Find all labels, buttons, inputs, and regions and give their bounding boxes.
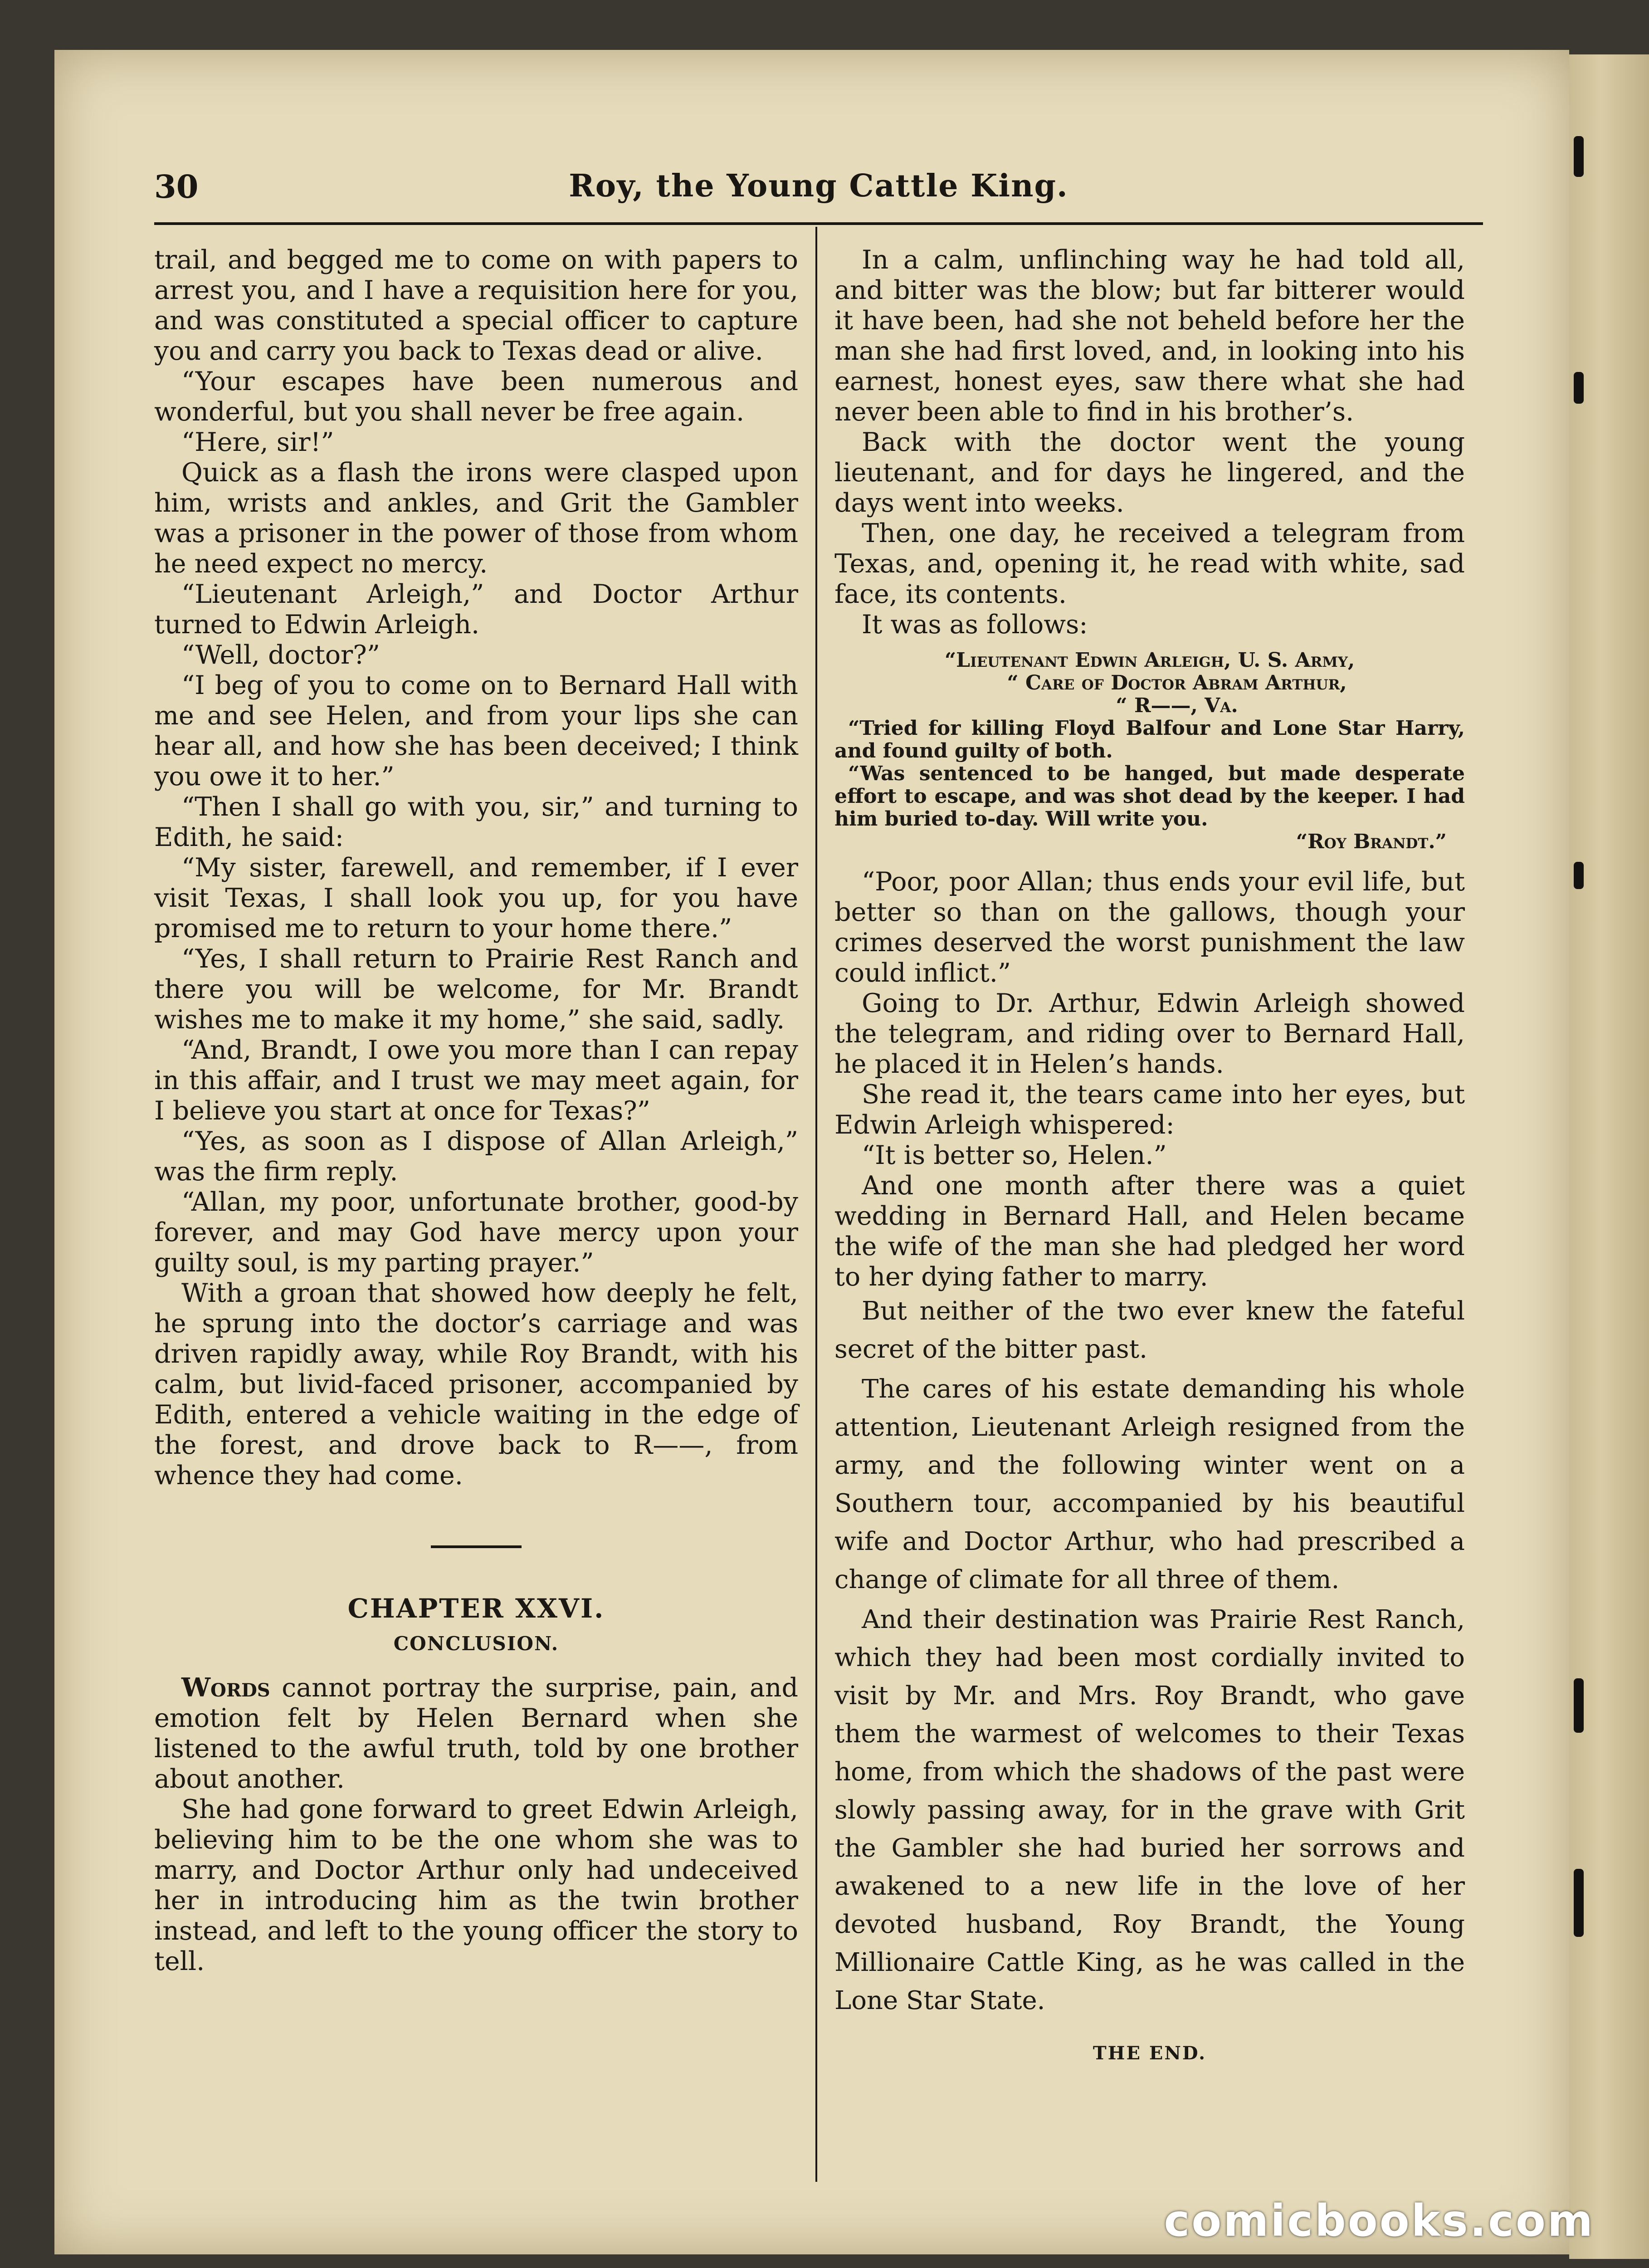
paragraph: Going to Dr. Arthur, Edwin Arleigh showed the telegram, and riding over to Bernard Hall, he placed it in Helen’s hands.	[834, 988, 1465, 1079]
telegram-signature: “Roy Brandt.”	[1296, 830, 1447, 853]
paragraph: Back with the doctor went the young lieutenant, and for days he lingered, and the days went into weeks.	[834, 427, 1465, 518]
telegram-location: “ R——, Va.	[1116, 694, 1238, 717]
paragraph: “It is better so, Helen.”	[862, 1140, 1167, 1170]
binding-mark	[1574, 1678, 1584, 1733]
telegram	[834, 649, 1465, 853]
telegram-care-of: “ Care of Doctor Abram Arthur,	[1007, 671, 1347, 694]
paragraph: trail, and begged me to come on with papers to arrest you, and I have a requisition here for you, and was constituted a special officer to capture you and carry you back to Texas dead or alive.	[154, 245, 798, 366]
paragraph: With a groan that showed how deeply he felt, he sprung into the doctor’s carriage and was driven rapidly away, while Roy Brandt, with his calm, but livid-faced prisoner, accompanied by Edith, entered a vehicle waiting in the edge of the forest, and drove back to R——, from whence they had come.	[154, 1278, 798, 1491]
paragraph: “Your escapes have been numerous and wonderful, but you shall never be free again.	[154, 367, 798, 427]
paragraph-text: cannot portray the surprise, pain, and emotion felt by Helen Bernard when she listened to the awful truth, told by one brother about another.	[154, 1673, 799, 1794]
right-column	[834, 245, 1465, 2068]
paragraph: Quick as a flash the irons were clasped upon him, wrists and ankles, and Grit the Gambler was a prisoner in the power of those from whom he need expect no mercy.	[154, 458, 798, 579]
chapter-first-word: Words	[181, 1672, 270, 1703]
paragraph: Then, one day, he received a telegram from Texas, and, opening it, he read with white, sad face, its contents.	[834, 518, 1465, 609]
paragraph: “Then I shall go with you, sir,” and turning to Edith, he said:	[154, 792, 798, 852]
header-rule	[154, 222, 1483, 225]
telegram-line: “Was sentenced to be hanged, but made desperate effort to escape, and was shot dead by the keeper. I had him buried to-day. Will write you.	[834, 762, 1465, 831]
binding-mark	[1574, 136, 1584, 177]
watermark: comicbooks.com	[1164, 2195, 1595, 2246]
running-title: Roy, the Young Cattle King.	[569, 168, 1068, 204]
telegram-addressee: “Lieutenant Edwin Arleigh, U. S. Army,	[944, 649, 1355, 672]
page-number: 30	[154, 168, 199, 205]
paragraph: “Lieutenant Arleigh,” and Doctor Arthur turned to Edwin Arleigh.	[154, 579, 798, 640]
binding-mark	[1574, 862, 1584, 889]
left-column	[154, 245, 798, 1977]
the-end: THE END.	[1093, 2043, 1207, 2064]
chapter-heading: CHAPTER XXVI.	[347, 1593, 605, 1624]
paragraph: She had gone forward to greet Edwin Arleigh, believing him to be the one whom she was to marry, and Doctor Arthur only had undeceived her in introducing him as the twin brother instead, and left to the young officer the story to tell.	[154, 1794, 798, 1976]
binding-mark	[1574, 1869, 1584, 1937]
paragraph: “Allan, my poor, unfortunate brother, good-by forever, and may God have mercy upon your guilty soul, is my parting prayer.”	[154, 1187, 798, 1278]
paragraph: In a calm, unflinching way he had told all, and bitter was the blow; but far bitterer would it have been, had she not beheld before her the man she had first loved, and, in looking into his earnest, honest eyes, saw there what she had never been able to find in his brother’s.	[834, 245, 1465, 427]
paragraph: It was as follows:	[862, 610, 1088, 640]
paragraph: She read it, the tears came into her eyes, but Edwin Arleigh whispered:	[834, 1080, 1465, 1140]
paragraph: “Poor, poor Allan; thus ends your evil life, but better so than on the gallows, though your crimes deserved the worst punishment the law could inflict.”	[834, 867, 1465, 988]
paragraph: “I beg of you to come on to Bernard Hall with me and see Helen, and from your lips she can hear all, and how she has been deceived; I think you owe it to her.”	[154, 670, 798, 792]
paragraph: But neither of the two ever knew the fateful secret of the bitter past.	[834, 1296, 1465, 1364]
paragraph: The cares of his estate demanding his whole attention, Lieutenant Arleigh resigned from the army, and the following winter went on a Southern tour, accompanied by his beautiful wife and Doctor Arthur, who had prescribed a change of climate for all three of them.	[834, 1374, 1465, 1594]
paragraph: “And, Brandt, I owe you more than I can repay in this affair, and I trust we may meet again, for I believe you start at once for Texas?”	[154, 1035, 798, 1126]
column-divider	[815, 227, 817, 2182]
paragraph: “Yes, as soon as I dispose of Allan Arleigh,” was the firm reply.	[154, 1126, 798, 1187]
paragraph: And one month after there was a quiet wedding in Bernard Hall, and Helen became the wife of the man she had pledged her word to her dying father to marry.	[834, 1171, 1465, 1292]
paragraph: “Yes, I shall return to Prairie Rest Ranch and there you will be welcome, for Mr. Brandt wishes me to make it my home,” she said, sadly.	[154, 944, 798, 1035]
paragraph	[154, 1672, 798, 1794]
paragraph: “My sister, farewell, and remember, if I ever visit Texas, I shall look you up, for you have promised me to return to your home there.”	[154, 853, 798, 943]
section-rule	[431, 1545, 522, 1548]
page-header	[154, 168, 1483, 218]
chapter-subtitle: CONCLUSION.	[393, 1633, 559, 1655]
closing-section	[834, 1292, 1465, 2020]
paragraph: And their destination was Prairie Rest Ranch, which they had been most cordially invited to visit by Mr. and Mrs. Roy Brandt, who gave them the warmest of welcomes to their Texas home, from which the shadows of the past were slowly passing away, for in the grave with Grit the Gambler she had buried her sorrows and awakened to a new life in the love of her devoted husband, Roy Brandt, the Young Millionaire Cattle King, as he was called in the Lone Star State.	[834, 1605, 1465, 2015]
paragraph: “Well, doctor?”	[181, 640, 380, 670]
telegram-line: “Tried for killing Floyd Balfour and Lone Star Harry, and found guilty of both.	[834, 717, 1465, 763]
paragraph: “Here, sir!”	[181, 427, 334, 457]
binding-mark	[1574, 372, 1584, 404]
